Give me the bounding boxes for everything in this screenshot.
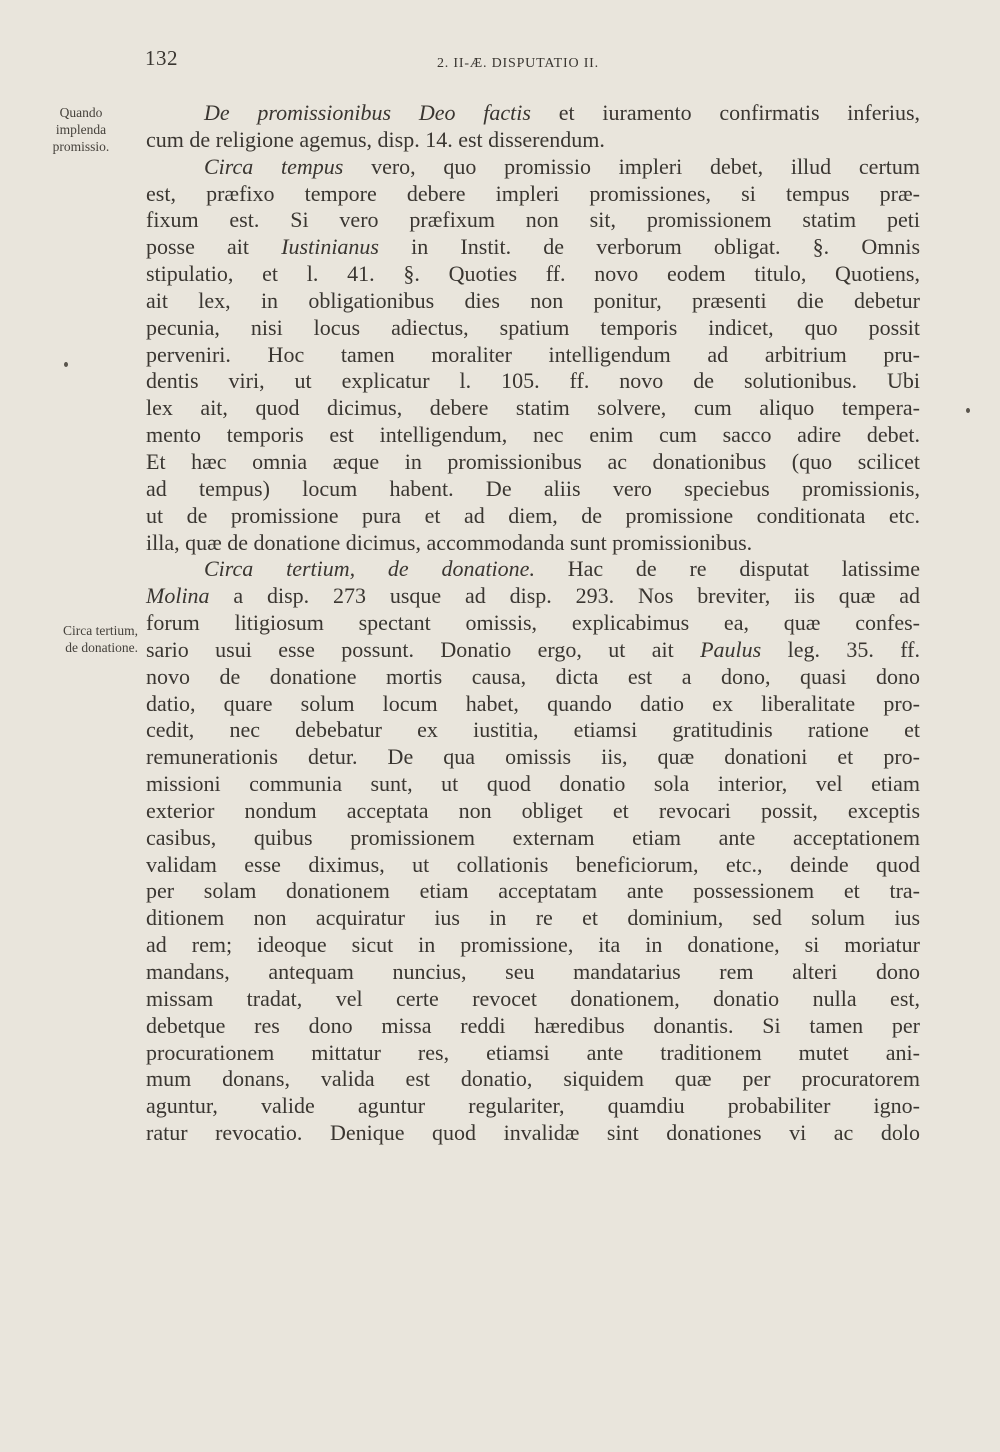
text-line [146,288,920,315]
text-line [146,852,920,879]
text-segment: perveniri. Hoc tamen moraliter intelligendum ad arbitrium pru- [146,341,920,367]
italic-segment: De promissionibus Deo factis [204,100,531,125]
text-segment: ut de promissione pura et ad diem, de promissione conditionata etc. [146,502,920,528]
text-segment: forum litigiosum spectant omissis, explicabimus ea, quæ confes- [146,610,920,636]
text-line [146,1040,920,1067]
text-line [146,610,920,637]
text-segment: fixum est. Si vero præfixum non sit, promissionem statim peti [146,207,920,233]
text-line [146,664,920,691]
text-line [146,771,920,798]
text-segment: a disp. 273 usque ad disp. 293. Nos breviter, iis quæ ad [209,583,920,609]
text-segment: mum donans, valida est donatio, siquidem quæ per procuratorem [146,1066,920,1092]
marginal-line: implenda [55,122,107,137]
text-line [146,476,920,503]
text-segment: ad tempus) locum habent. De aliis vero speciebus promissionis, [146,475,920,501]
text-line [146,530,920,557]
text-segment: exterior nondum acceptata non obliget et revocari possit, exceptis [146,797,920,823]
text-line [146,1093,920,1120]
text-segment: cedit, nec debebatur ex iustitia, etiamsi gratitudinis ratione et [146,717,920,743]
text-line [146,207,920,234]
text-segment: stipulatio, et l. 41. §. Quoties ff. novo eodem titulo, Quotiens, [146,261,920,287]
text-segment: dentis viri, ut explicatur l. 105. ff. novo de solutionibus. Ubi [146,368,920,394]
text-line [146,825,920,852]
text-segment: leg. 35. ff. [761,636,920,662]
text-line [146,1120,920,1147]
text-line [146,234,920,261]
text-segment: procurationem mittatur res, etiamsi ante traditionem mutet ani- [146,1039,920,1065]
running-head: 2. II-Æ. DISPUTATIO II. [437,56,599,71]
text-segment: Et hæc omnia æque in promissionibus ac donationibus (quo scilicet [146,448,920,474]
text-line [146,127,920,154]
text-line [146,691,920,718]
text-line [146,395,920,422]
text-segment: sario usui esse possunt. Donatio ergo, ut ait [146,636,701,662]
text-segment: missam tradat, vel certe revocet donationem, donatio nulla est, [146,985,920,1011]
text-line [146,1013,920,1040]
marginal-line: Circa tertium, [63,623,138,638]
text-line [146,1066,920,1093]
italic-segment: Circa tertium, de donatione. [204,556,535,582]
text-line [146,315,920,342]
text-segment: datio, quare solum locum habet, quando datio ex liberalitate pro- [146,690,920,716]
marginal-note-quando [30,104,132,155]
text-segment: et iuramento confirmatis inferius, [530,100,921,125]
text-line [146,261,920,288]
text-line [146,100,920,127]
text-segment: validam esse diximus, ut collationis beneficiorum, etc., deinde quod [146,851,920,877]
text-line [146,905,920,932]
text-segment: pecunia, nisi locus adiectus, spatium temporis indicet, quo possit [146,314,920,340]
marginal-note-circa-tertium [22,622,138,656]
text-segment: est, præfixo tempore debere impleri promissiones, si tempus præ- [146,180,920,206]
text-line [146,503,920,530]
italic-segment: Circa tempus [204,153,344,179]
text-segment: ditionem non acquiratur ius in re et dominium, sed solum ius [146,905,920,931]
text-segment: ait lex, in obligationibus dies non ponitur, præsenti die debetur [146,287,920,313]
text-segment: illa, quæ de donatione dicimus, accommodanda sunt promissionibus. [146,529,753,555]
text-segment: remunerationis detur. De qua omissis iis, quæ donationi et pro- [146,744,920,770]
text-line [146,717,920,744]
text-line [146,959,920,986]
text-segment: ratur revocatio. Denique quod invalidæ sint donationes vi ac dolo [146,1120,920,1146]
marginal-line: promissio. [52,139,110,154]
text-segment: per solam donationem etiam acceptatam ante possessionem et tra- [146,878,920,904]
text-segment: vero, quo promissio impleri debet, illud certum [343,153,920,179]
text-line [146,449,920,476]
marginal-line: Quando [59,105,103,120]
text-line [146,986,920,1013]
text-line [146,932,920,959]
text-segment: posse ait [146,234,282,260]
text-line [146,154,920,181]
text-segment: in Instit. de verborum obligat. §. Omnis [379,234,920,260]
page-header [145,44,935,80]
text-segment: aguntur, valide aguntur regulariter, quamdiu probabiliter igno- [146,1093,920,1119]
text-segment: missioni communia sunt, ut quod donatio sola interior, vel etiam [146,771,920,797]
text-segment: mandans, antequam nuncius, seu mandatarius rem alteri dono [146,959,920,984]
text-segment: lex ait, quod dicimus, debere statim solvere, cum aliquo tempera- [146,395,920,421]
text-segment: novo de donatione mortis causa, dicta est a dono, quasi dono [146,663,920,689]
ink-speck [966,408,970,413]
text-segment: ad rem; ideoque sicut in promissione, ita in donatione, si moriatur [146,932,920,958]
text-line [146,181,920,208]
text-line [146,744,920,771]
text-line [146,556,920,583]
page-number: 132 [145,46,178,70]
italic-segment: Paulus [700,636,762,662]
marginal-line: de donatione. [65,640,138,655]
text-segment: Hac de re disputat latissime [534,556,920,582]
text-line [146,342,920,369]
text-line [146,878,920,905]
text-line [146,798,920,825]
text-line [146,422,920,449]
text-segment: debetque res dono missa reddi hæredibus donantis. Si tamen per [146,1012,920,1038]
text-line [146,583,920,610]
italic-segment: Iustinianus [281,234,379,260]
italic-segment: Molina [146,583,210,609]
text-segment: casibus, quibus promissionem externam etiam ante acceptationem [146,824,920,850]
text-segment: cum de religione agemus, disp. 14. est disserendum. [146,126,605,152]
text-segment: mento temporis est intelligendum, nec enim cum sacco adire debet. [146,422,920,448]
text-line [146,637,920,664]
ink-speck [64,362,68,367]
body-text [146,100,920,1147]
text-line [146,368,920,395]
